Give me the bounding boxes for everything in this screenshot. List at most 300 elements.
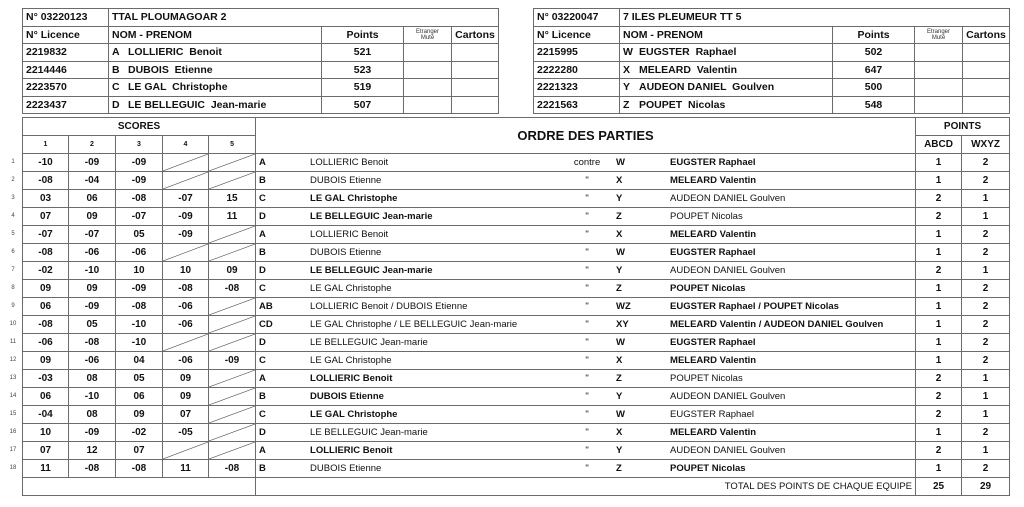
player-name: MELEARD Valentin xyxy=(639,63,738,76)
set-score-2: 12 xyxy=(69,442,116,460)
player-licence: 2214446 xyxy=(23,61,109,79)
match-number: 7 xyxy=(11,266,15,273)
points-abcd: 1 xyxy=(916,424,962,442)
points-abcd: 2 xyxy=(916,406,962,424)
match-order xyxy=(256,244,916,262)
set-score-1: 06 xyxy=(23,298,69,316)
set-score-3: -10 xyxy=(116,316,163,334)
empty-set-slash xyxy=(209,406,255,423)
set-score-5 xyxy=(209,370,256,388)
points-wxyz: 2 xyxy=(962,280,1010,298)
away-letter: X xyxy=(616,355,623,366)
match-sheet-table xyxy=(22,117,1010,496)
versus-label: " xyxy=(585,211,589,222)
player-name-cell xyxy=(620,96,833,114)
away-player: EUGSTER Raphael / POUPET Nicolas xyxy=(670,301,839,312)
match-row xyxy=(23,190,1010,208)
away-letter: XY xyxy=(616,319,629,330)
away-player: EUGSTER Raphael xyxy=(670,247,756,258)
home-letter: B xyxy=(259,391,266,402)
set-score-3: -08 xyxy=(116,298,163,316)
set-score-2: 08 xyxy=(69,370,116,388)
name-header: NOM - PRENOM xyxy=(620,26,833,44)
empty-set-slash xyxy=(209,244,255,261)
set-score-1: 07 xyxy=(23,442,69,460)
player-name: DUBOIS Etienne xyxy=(128,63,213,76)
match-order xyxy=(256,154,916,172)
set-score-2: 06 xyxy=(69,190,116,208)
versus-label: " xyxy=(585,445,589,456)
points-abcd: 2 xyxy=(916,190,962,208)
match-order xyxy=(256,442,916,460)
set-score-2: 05 xyxy=(69,316,116,334)
away-letter: Z xyxy=(616,211,622,222)
home-player: LOLLIERIC Benoit xyxy=(310,157,389,168)
home-player: LE BELLEGUIC Jean-marie xyxy=(310,265,433,276)
points-abcd: 2 xyxy=(916,370,962,388)
home-player: LOLLIERIC Benoit xyxy=(310,445,393,456)
set-score-2: -09 xyxy=(69,154,116,172)
set-score-3: 10 xyxy=(116,262,163,280)
set-score-1: -08 xyxy=(23,316,69,334)
away-player: MELEARD Valentin / AUDEON DANIEL Goulven xyxy=(670,319,884,330)
set-score-1: 11 xyxy=(23,460,69,478)
match-row xyxy=(23,370,1010,388)
home-letter: D xyxy=(259,337,266,348)
set-score-5 xyxy=(209,424,256,442)
away-letter: Y xyxy=(616,445,623,456)
home-player: LE GAL Christophe / LE BELLEGUIC Jean-marie xyxy=(310,319,518,330)
away-player: POUPET Nicolas xyxy=(670,283,746,294)
set-header-2: 2 xyxy=(69,136,116,154)
set-score-2: -08 xyxy=(69,334,116,352)
player-letter: Z xyxy=(623,98,630,111)
away-letter: Y xyxy=(616,193,623,204)
points-wxyz: 2 xyxy=(962,316,1010,334)
home-player: DUBOIS Etienne xyxy=(310,391,384,402)
empty-set-slash xyxy=(209,334,255,351)
points-abcd: 2 xyxy=(916,208,962,226)
set-header-4: 4 xyxy=(163,136,209,154)
set-score-1: -10 xyxy=(23,154,69,172)
match-number: 12 xyxy=(9,356,17,363)
empty-set-slash xyxy=(163,442,208,459)
total-wxyz: 29 xyxy=(962,478,1010,496)
home-team-table xyxy=(22,8,499,114)
set-header-5: 5 xyxy=(209,136,256,154)
set-score-5 xyxy=(209,334,256,352)
away-letter: Z xyxy=(616,373,622,384)
home-letter: A xyxy=(259,373,266,384)
player-letter: A xyxy=(112,46,120,59)
match-number: 8 xyxy=(11,284,15,291)
home-letter: B xyxy=(259,175,266,186)
home-letter: C xyxy=(259,355,266,366)
player-etranger xyxy=(404,44,452,62)
cartons-header: Cartons xyxy=(452,26,499,44)
player-name: EUGSTER Raphael xyxy=(639,46,737,59)
points-abcd: 1 xyxy=(916,172,962,190)
total-label: TOTAL DES POINTS DE CHAQUE EQUIPE xyxy=(256,478,916,496)
order-title: ORDRE DES PARTIES xyxy=(256,118,916,154)
player-letter: C xyxy=(112,81,120,94)
set-score-4 xyxy=(163,172,209,190)
match-row xyxy=(23,262,1010,280)
player-cartons xyxy=(963,96,1010,114)
total-blank xyxy=(23,478,256,496)
set-score-1: -03 xyxy=(23,370,69,388)
points-wxyz: 1 xyxy=(962,208,1010,226)
points-wxyz: 2 xyxy=(962,226,1010,244)
match-number: 18 xyxy=(9,464,17,471)
points-wxyz: 1 xyxy=(962,406,1010,424)
set-score-1: 09 xyxy=(23,280,69,298)
match-order xyxy=(256,316,916,334)
set-score-3: 07 xyxy=(116,442,163,460)
away-player: EUGSTER Raphael xyxy=(670,157,756,168)
player-cartons xyxy=(452,61,499,79)
home-letter: A xyxy=(259,229,266,240)
player-letter: W xyxy=(623,46,633,59)
away-player: AUDEON DANIEL Goulven xyxy=(670,265,786,276)
away-letter: Y xyxy=(616,265,623,276)
player-licence: 2219832 xyxy=(23,44,109,62)
points-abcd: 1 xyxy=(916,298,962,316)
match-row xyxy=(23,280,1010,298)
set-score-5: -08 xyxy=(209,460,256,478)
points-abcd: 1 xyxy=(916,226,962,244)
match-order xyxy=(256,334,916,352)
match-number: 5 xyxy=(11,230,15,237)
set-header-1: 1 xyxy=(23,136,69,154)
player-name: LOLLIERIC Benoit xyxy=(128,46,222,59)
empty-set-slash xyxy=(163,334,208,351)
player-licence: 2222280 xyxy=(534,61,620,79)
away-team-name: 7 ILES PLEUMEUR TT 5 xyxy=(620,9,1010,27)
match-row xyxy=(23,334,1010,352)
set-score-4: -08 xyxy=(163,280,209,298)
away-team-number: N° 03220047 xyxy=(534,9,620,27)
player-points: 548 xyxy=(833,96,915,114)
player-licence: 2215995 xyxy=(534,44,620,62)
match-number: 3 xyxy=(11,194,15,201)
home-letter: D xyxy=(259,211,266,222)
points-abcd: 1 xyxy=(916,154,962,172)
match-number: 17 xyxy=(9,446,17,453)
points-abcd: 2 xyxy=(916,388,962,406)
set-score-4: -06 xyxy=(163,298,209,316)
set-score-2: -07 xyxy=(69,226,116,244)
points-abcd: 2 xyxy=(916,262,962,280)
player-etranger xyxy=(915,61,963,79)
empty-set-slash xyxy=(209,316,255,333)
set-score-4: 07 xyxy=(163,406,209,424)
away-letter: W xyxy=(616,157,625,168)
set-score-3: -09 xyxy=(116,172,163,190)
home-letter: D xyxy=(259,427,266,438)
match-row xyxy=(23,352,1010,370)
set-score-1: -06 xyxy=(23,334,69,352)
home-player: DUBOIS Etienne xyxy=(310,463,382,474)
player-name-cell xyxy=(109,96,322,114)
match-number: 10 xyxy=(9,320,17,327)
match-row xyxy=(23,244,1010,262)
set-score-2: -06 xyxy=(69,244,116,262)
player-cartons xyxy=(963,61,1010,79)
player-row xyxy=(23,61,499,79)
points-wxyz: 1 xyxy=(962,262,1010,280)
player-licence: 2221323 xyxy=(534,79,620,97)
set-score-3: 05 xyxy=(116,370,163,388)
away-letter: X xyxy=(616,229,623,240)
player-points: 519 xyxy=(322,79,404,97)
match-order xyxy=(256,280,916,298)
set-score-1: 03 xyxy=(23,190,69,208)
set-score-3: 09 xyxy=(116,406,163,424)
versus-label: " xyxy=(585,337,589,348)
set-score-5: 09 xyxy=(209,262,256,280)
points-header: Points xyxy=(833,26,915,44)
points-wxyz: 1 xyxy=(962,190,1010,208)
match-number: 16 xyxy=(9,428,17,435)
match-order xyxy=(256,172,916,190)
away-player: AUDEON DANIEL Goulven xyxy=(670,193,786,204)
set-score-4: 10 xyxy=(163,262,209,280)
set-score-2: 09 xyxy=(69,208,116,226)
set-score-4: 09 xyxy=(163,370,209,388)
set-score-5 xyxy=(209,406,256,424)
player-points: 521 xyxy=(322,44,404,62)
player-row xyxy=(23,96,499,114)
player-name: LE BELLEGUIC Jean-marie xyxy=(128,98,267,111)
home-player: LE GAL Christophe xyxy=(310,355,392,366)
scores-title: SCORES xyxy=(23,118,256,136)
empty-set-slash xyxy=(209,298,255,315)
etranger-label: Etranger xyxy=(926,28,950,35)
match-number: 1 xyxy=(11,158,15,165)
set-score-5: 11 xyxy=(209,208,256,226)
empty-set-slash xyxy=(209,442,255,459)
home-letter: D xyxy=(259,265,266,276)
match-order xyxy=(256,388,916,406)
versus-label: " xyxy=(585,463,589,474)
player-row xyxy=(534,44,1010,62)
match-number: 14 xyxy=(9,392,17,399)
player-points: 502 xyxy=(833,44,915,62)
set-score-1: 07 xyxy=(23,208,69,226)
home-letter: C xyxy=(259,409,266,420)
set-score-3: -06 xyxy=(116,244,163,262)
player-name-cell xyxy=(620,79,833,97)
set-score-1: -02 xyxy=(23,262,69,280)
away-player: POUPET Nicolas xyxy=(670,463,746,474)
match-order xyxy=(256,370,916,388)
match-order xyxy=(256,298,916,316)
etranger-header xyxy=(915,26,963,44)
player-points: 523 xyxy=(322,61,404,79)
match-row xyxy=(23,154,1010,172)
versus-label: " xyxy=(585,409,589,420)
set-score-4: -09 xyxy=(163,226,209,244)
home-letter: B xyxy=(259,247,266,258)
home-player: LOLLIERIC Benoit xyxy=(310,229,389,240)
match-row xyxy=(23,298,1010,316)
match-row xyxy=(23,208,1010,226)
home-letter: A xyxy=(259,445,266,456)
set-score-3: -07 xyxy=(116,208,163,226)
points-wxyz: 1 xyxy=(962,442,1010,460)
player-row xyxy=(23,44,499,62)
home-player: LOLLIERIC Benoit xyxy=(310,373,393,384)
player-points: 647 xyxy=(833,61,915,79)
away-player: EUGSTER Raphael xyxy=(670,337,756,348)
away-player: MELEARD Valentin xyxy=(670,175,757,186)
name-header: NOM - PRENOM xyxy=(109,26,322,44)
set-score-4 xyxy=(163,334,209,352)
home-player: DUBOIS Etienne xyxy=(310,247,382,258)
cartons-header: Cartons xyxy=(963,26,1010,44)
set-score-4: -06 xyxy=(163,316,209,334)
away-letter: W xyxy=(616,409,625,420)
set-score-5: -08 xyxy=(209,280,256,298)
points-wxyz: 1 xyxy=(962,370,1010,388)
away-player: MELEARD Valentin xyxy=(670,355,757,366)
mute-label: Muté xyxy=(420,34,435,41)
match-row xyxy=(23,442,1010,460)
set-score-4: 09 xyxy=(163,388,209,406)
points-abcd: 2 xyxy=(916,442,962,460)
versus-label: " xyxy=(585,283,589,294)
player-row xyxy=(23,79,499,97)
empty-set-slash xyxy=(209,172,255,189)
match-order xyxy=(256,208,916,226)
match-number: 13 xyxy=(9,374,17,381)
set-score-2: -10 xyxy=(69,388,116,406)
set-score-5 xyxy=(209,244,256,262)
away-player: MELEARD Valentin xyxy=(670,229,757,240)
away-letter: Y xyxy=(616,391,623,402)
set-score-3: -10 xyxy=(116,334,163,352)
empty-set-slash xyxy=(209,370,255,387)
home-player: LE GAL Christophe xyxy=(310,193,398,204)
home-team-number: N° 03220123 xyxy=(23,9,109,27)
set-score-1: 09 xyxy=(23,352,69,370)
player-name-cell xyxy=(109,44,322,62)
match-row xyxy=(23,460,1010,478)
licence-header: N° Licence xyxy=(534,26,620,44)
set-score-2: 09 xyxy=(69,280,116,298)
away-letter: Z xyxy=(616,283,622,294)
home-player: LE BELLEGUIC Jean-marie xyxy=(310,211,433,222)
set-score-3: -08 xyxy=(116,460,163,478)
versus-label: " xyxy=(585,391,589,402)
empty-set-slash xyxy=(163,172,208,189)
player-cartons xyxy=(452,79,499,97)
away-player: POUPET Nicolas xyxy=(670,373,743,384)
player-etranger xyxy=(915,96,963,114)
set-header-3: 3 xyxy=(116,136,163,154)
set-score-5 xyxy=(209,388,256,406)
match-row xyxy=(23,406,1010,424)
player-name: LE GAL Christophe xyxy=(128,81,228,94)
player-points: 500 xyxy=(833,79,915,97)
away-letter: W xyxy=(616,247,625,258)
points-wxyz: 2 xyxy=(962,154,1010,172)
player-cartons xyxy=(452,44,499,62)
set-score-5: 15 xyxy=(209,190,256,208)
away-letter: X xyxy=(616,427,623,438)
player-letter: X xyxy=(623,63,631,76)
points-wxyz: 2 xyxy=(962,172,1010,190)
home-player: LOLLIERIC Benoit / DUBOIS Etienne xyxy=(310,301,468,312)
player-licence: 2221563 xyxy=(534,96,620,114)
player-letter: D xyxy=(112,98,120,111)
player-name: AUDEON DANIEL Goulven xyxy=(639,81,775,94)
home-letter: C xyxy=(259,283,266,294)
licence-header: N° Licence xyxy=(23,26,109,44)
total-abcd: 25 xyxy=(916,478,962,496)
set-score-2: -10 xyxy=(69,262,116,280)
player-name-cell xyxy=(109,61,322,79)
match-row xyxy=(23,388,1010,406)
home-player: LE GAL Christophe xyxy=(310,283,392,294)
player-licence: 2223570 xyxy=(23,79,109,97)
home-player: LE BELLEGUIC Jean-marie xyxy=(310,337,428,348)
player-points: 507 xyxy=(322,96,404,114)
points-header-abcd: ABCD xyxy=(916,136,962,154)
set-score-4: -05 xyxy=(163,424,209,442)
player-cartons xyxy=(963,44,1010,62)
away-player: POUPET Nicolas xyxy=(670,211,743,222)
match-row xyxy=(23,226,1010,244)
versus-label: " xyxy=(585,301,589,312)
set-score-1: -07 xyxy=(23,226,69,244)
empty-set-slash xyxy=(163,154,208,171)
versus-label: contre xyxy=(573,157,601,168)
match-row xyxy=(23,316,1010,334)
set-score-3: 04 xyxy=(116,352,163,370)
set-score-1: -04 xyxy=(23,406,69,424)
set-score-5 xyxy=(209,316,256,334)
set-score-5: -09 xyxy=(209,352,256,370)
set-score-1: -08 xyxy=(23,172,69,190)
home-team-name: TTAL PLOUMAGOAR 2 xyxy=(109,9,499,27)
away-team-table xyxy=(533,8,1010,114)
home-letter: B xyxy=(259,463,266,474)
versus-label: " xyxy=(585,265,589,276)
set-score-5 xyxy=(209,226,256,244)
empty-set-slash xyxy=(209,424,255,441)
match-number: 15 xyxy=(9,410,17,417)
points-wxyz: 2 xyxy=(962,298,1010,316)
points-wxyz: 2 xyxy=(962,460,1010,478)
points-abcd: 1 xyxy=(916,244,962,262)
versus-label: " xyxy=(585,427,589,438)
home-letter: CD xyxy=(259,319,273,330)
versus-label: " xyxy=(585,319,589,330)
versus-label: " xyxy=(585,247,589,258)
empty-set-slash xyxy=(209,226,255,243)
away-player: AUDEON DANIEL Goulven xyxy=(670,391,786,402)
set-score-4 xyxy=(163,244,209,262)
home-letter: AB xyxy=(259,301,273,312)
home-letter: C xyxy=(259,193,266,204)
points-wxyz: 2 xyxy=(962,424,1010,442)
away-player: AUDEON DANIEL Goulven xyxy=(670,445,786,456)
set-score-2: -06 xyxy=(69,352,116,370)
set-score-4 xyxy=(163,154,209,172)
home-player: LE GAL Christophe xyxy=(310,409,398,420)
